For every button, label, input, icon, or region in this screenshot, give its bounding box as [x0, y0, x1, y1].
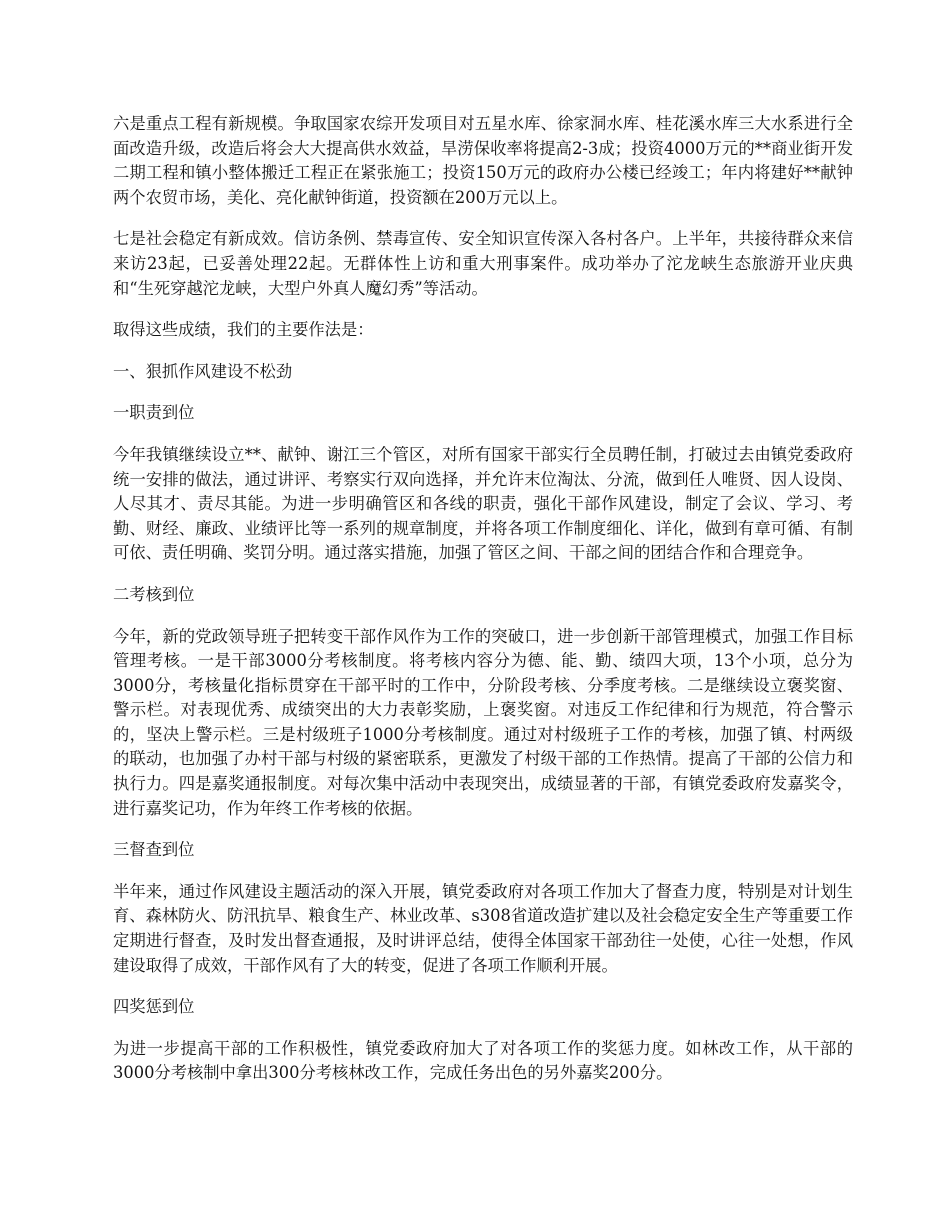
paragraph-key-project: 六是重点工程有新规模。争取国家农综开发项目对五星水库、徐家洞水库、桂花溪水库三大水系进行全面改造升级，改造后将会大大提高供水效益，旱涝保收率将提高2-3成；投资4000万元的**商业街开发二期工程和镇小整体搬迁工程正在紧张施工；投资150万元的政府办公楼已经竣工；年内将建好**献钟两个农贸市场，美化、亮化献钟街道，投资额在200万元以上。 — [113, 114, 853, 207]
document-body — [113, 112, 853, 1103]
paragraph-supervision: 半年来，通过作风建设主题活动的深入开展，镇党委政府对各项工作加大了督查力度，特别是对计划生育、森林防火、防汛抗旱、粮食生产、林业改革、s308省道改造扩建以及社会稳定安全生产等重要工作定期进行督查，及时发出督查通报，及时讲评总结，使得全体国家干部劲往一处使，心往一处想，作风建设取得了成效，干部作风有了大的转变，促进了各项工作顺利开展。 — [113, 881, 853, 975]
paragraph-social-stability: 七是社会稳定有新成效。信访条例、禁毒宣传、安全知识宣传深入各村各户。上半年，共接待群众来信来访23起，已妥善处理22起。无群体性上访和重大刑事案件。成功举办了沱龙峡生态旅游开业庆典和“生死穿越沱龙峡，大型户外真人魔幻秀”等活动。 — [113, 229, 853, 298]
paragraph-responsibility: 今年我镇继续设立**、献钟、谢江三个管区，对所有国家干部实行全员聘任制，打破过去由镇党委政府统一安排的做法，通过讲评、考察实行双向选择，并允许末位淘汰、分流，做到任人唯贤、因人设岗、人尽其才、责尽其能。为进一步明确管区和各线的职责，强化干部作风建设，制定了会议、学习、考勤、财经、廉政、业绩评比等一系列的规章制度，并将各项工作制度细化、详化，做到有章可循、有制可依、责任明确、奖罚分明。通过落实措施，加强了管区之间、干部之间的团结合作和合理竞争。 — [113, 444, 853, 563]
paragraph-methods-intro: 取得这些成绩，我们的主要作法是： — [113, 320, 374, 340]
paragraph-rewards: 为进一步提高干部的工作积极性，镇党委政府加大了对各项工作的奖惩力度。如林改工作，从干部的3000分考核制中拿出300分考核林改工作，完成任务出色的另外嘉奖200分。 — [113, 1038, 853, 1083]
subheading-assessment: 二考核到位 — [113, 584, 195, 604]
subheading-rewards: 四奖惩到位 — [113, 997, 195, 1017]
section-heading-work-style: 一、狠抓作风建设不松劲 — [113, 361, 293, 381]
paragraph-assessment: 今年，新的党政领导班子把转变干部作风作为工作的突破口，进一步创新干部管理模式，加强工作目标管理考核。一是干部3000分考核制度。将考核内容分为德、能、勤、绩四大项，13个小项，总分为3000分，考核量化指标贯穿在干部平时的工作中，分阶段考核、分季度考核。二是继续设立褒奖窗、警示栏。对表现优秀、成绩突出的大力表彰奖励，上褒奖窗。对违反工作纪律和行为规范，符合警示的，坚决上警示栏。三是村级班子1000分考核制度。通过对村级班子工作的考核，加强了镇、村两级的联动，也加强了办村干部与村级的紧密联系，更激发了村级干部的工作热情。提高了干部的公信力和执行力。四是嘉奖通报制度。对每次集中活动中表现突出，成绩显著的干部，有镇党委政府发嘉奖令，进行嘉奖记功，作为年终工作考核的依据。 — [113, 626, 853, 818]
subheading-supervision: 三督查到位 — [113, 840, 195, 860]
subheading-responsibility: 一职责到位 — [113, 403, 195, 423]
